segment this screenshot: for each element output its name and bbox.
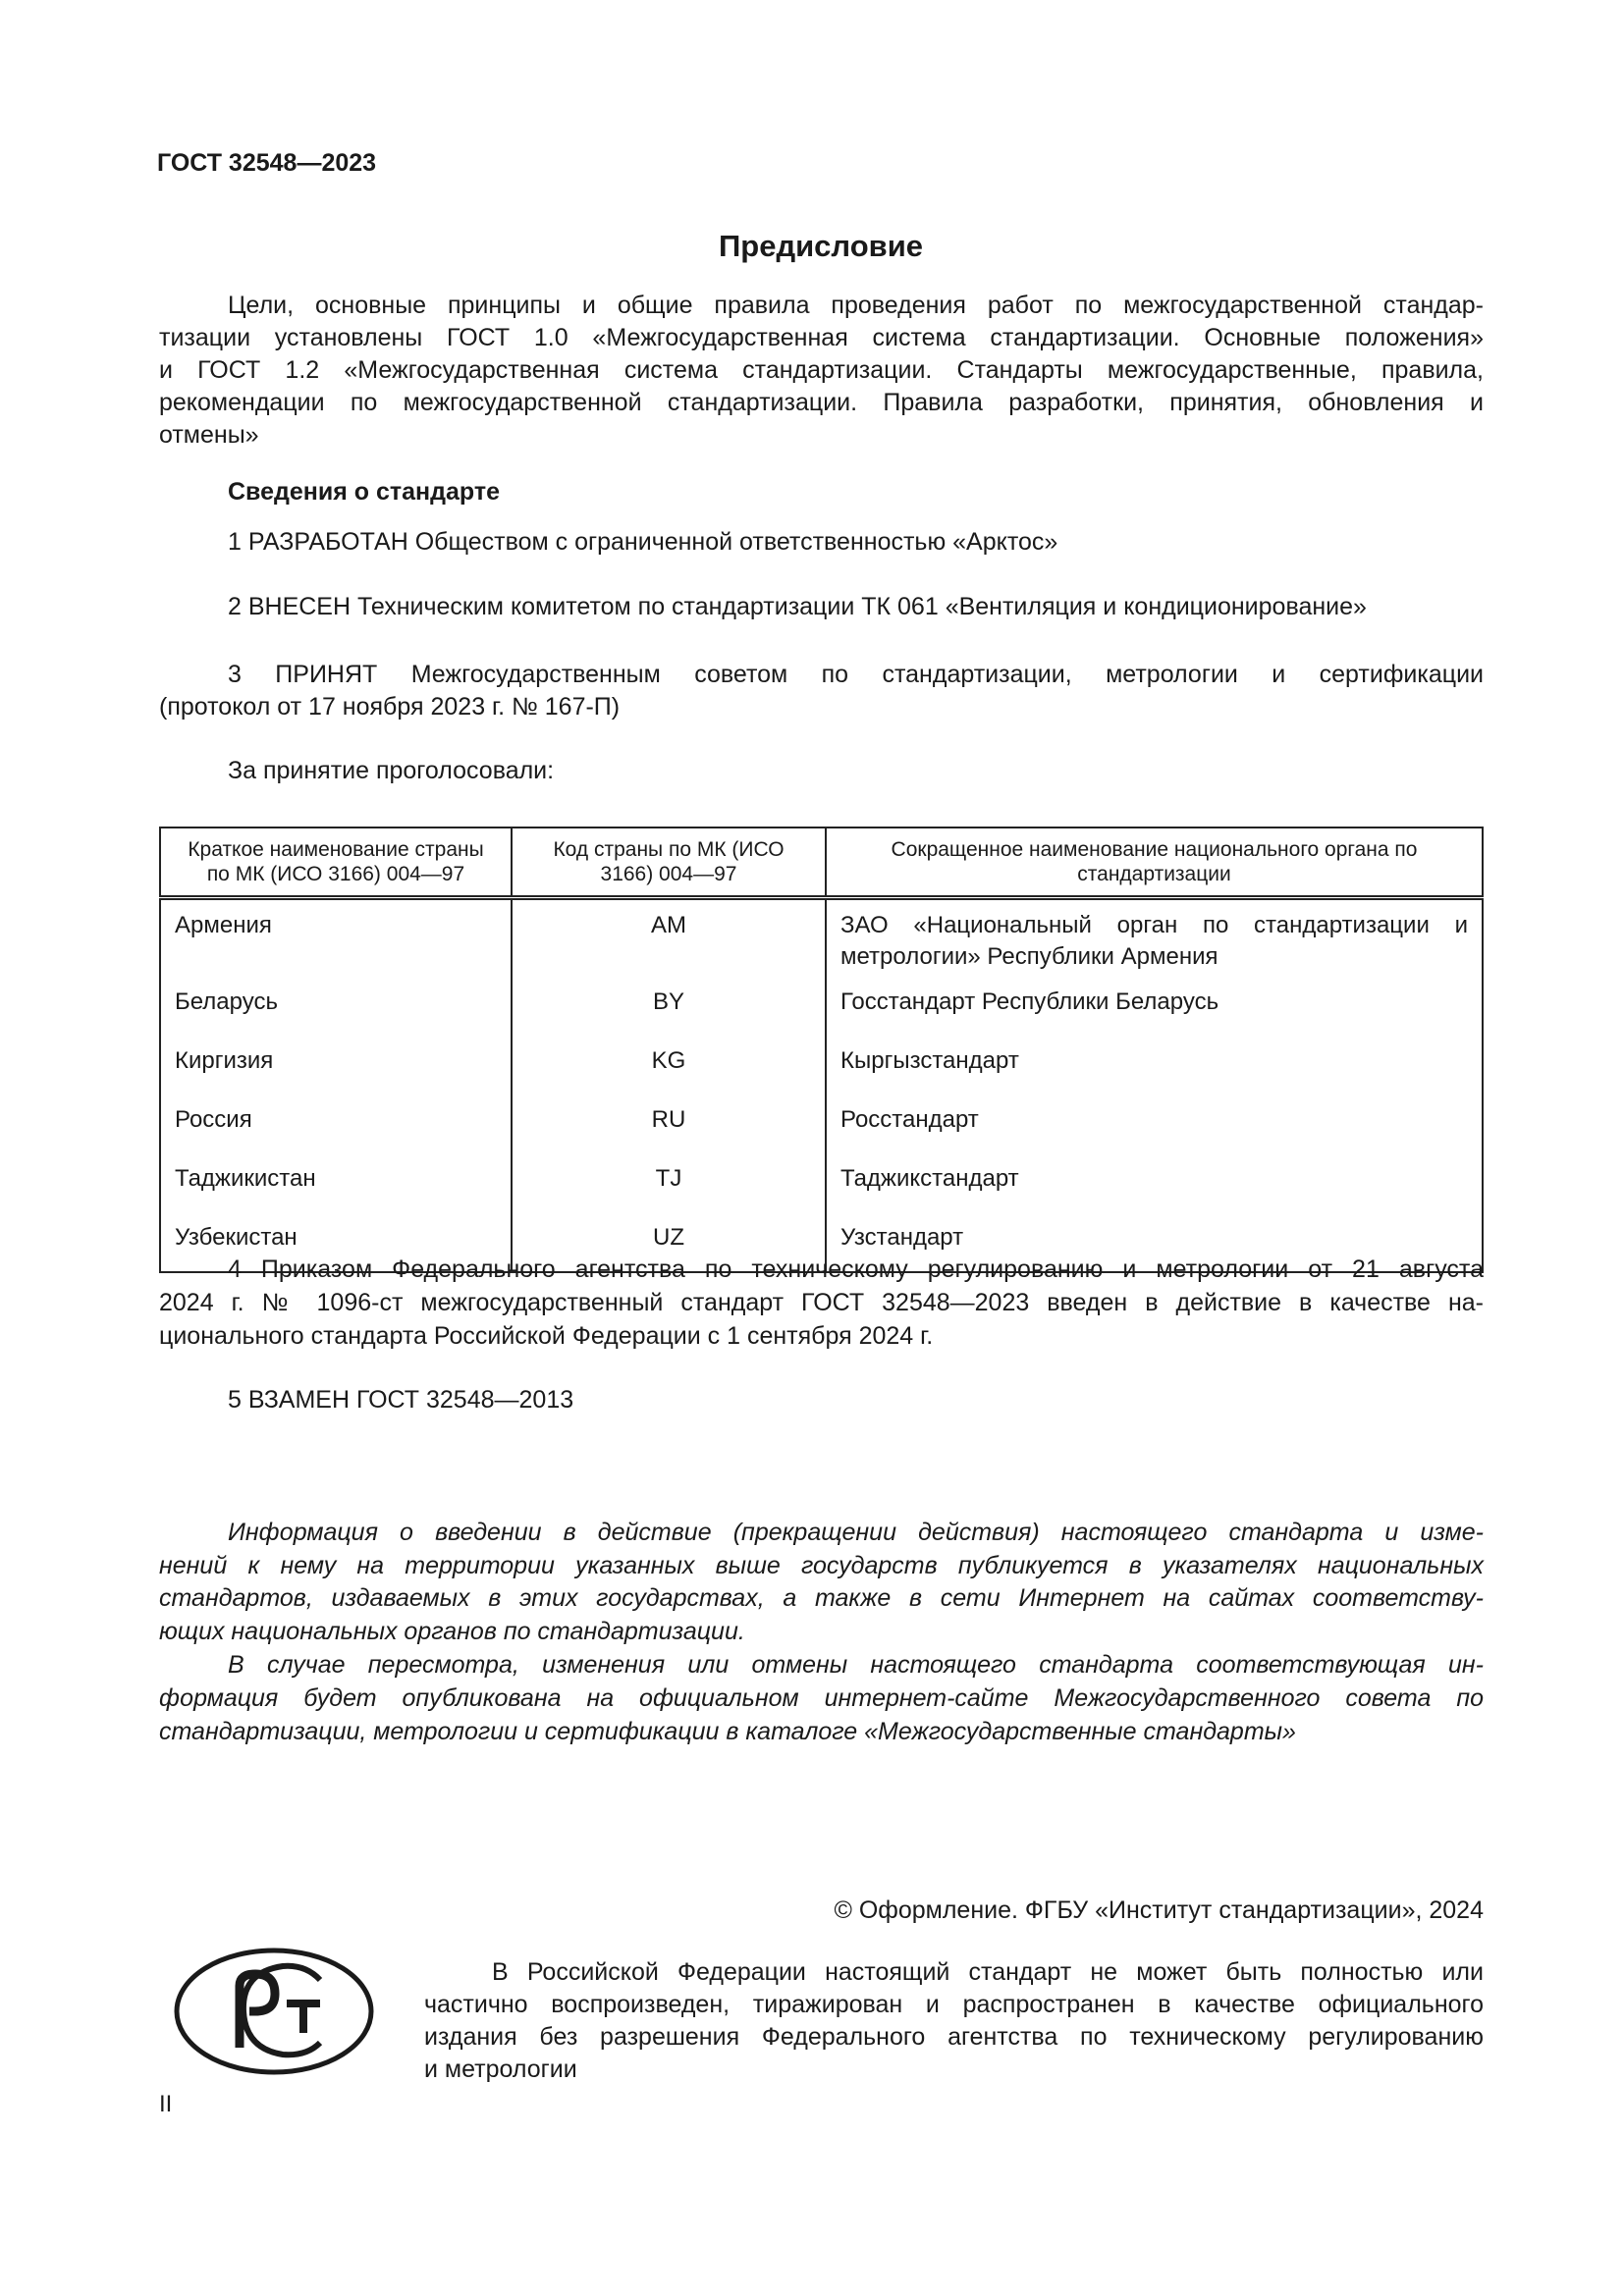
section-heading: Сведения о стандарте	[228, 478, 501, 506]
code-cell: TJ	[512, 1153, 826, 1212]
page-number: II	[159, 2091, 173, 2117]
country-cell: Киргизия	[160, 1036, 512, 1095]
agency-cell: Узстандарт	[826, 1212, 1483, 1272]
column-header: Краткое наименование страны по МК (ИСО 3166) 004—97	[160, 828, 512, 898]
item-1: 1 РАЗРАБОТАН Обществом с ограниченной ответственностью «Арктос»	[228, 528, 1058, 556]
country-cell: Узбекистан	[160, 1212, 512, 1272]
item-5: 5 ВЗАМЕН ГОСТ 32548—2013	[228, 1386, 574, 1414]
code-cell: UZ	[512, 1212, 826, 1272]
text-line: и метрологии	[424, 2056, 577, 2083]
text-line: ющих национальных органов по стандартизации.	[159, 1618, 745, 1645]
code-cell: KG	[512, 1036, 826, 1095]
agency-cell: Кыргызстандарт	[826, 1036, 1483, 1095]
text-line: издания без разрешения Федерального агентства по техническому регулированию	[424, 2023, 1484, 2051]
code-cell: BY	[512, 977, 826, 1036]
text-line: формация будет опубликована на официальном интернет-сайте Межгосударственного совета по	[159, 1684, 1484, 1712]
text-line: В случае пересмотра, изменения или отмены настоящего стандарта соответствующая ин-	[228, 1651, 1484, 1679]
agency-cell: Росстандарт	[826, 1095, 1483, 1153]
item-3-line: 3 ПРИНЯТ Межгосударственным советом по стандартизации, метрологии и сертификации	[228, 661, 1484, 688]
text-line: частично воспроизведен, тиражирован и распространен в качестве официального	[424, 1991, 1484, 2018]
text-line: Цели, основные принципы и общие правила проведения работ по межгосударственной стандар-	[228, 292, 1484, 319]
item-4-line: 4 Приказом Федерального агентства по техническому регулированию и метрологии от 21 августа	[228, 1255, 1484, 1283]
table-row	[160, 898, 1483, 977]
table-row	[160, 977, 1483, 1036]
document-id: ГОСТ 32548—2023	[157, 149, 377, 177]
table-row	[160, 1036, 1483, 1095]
voting-table	[159, 827, 1484, 1273]
text-line: отмены»	[159, 421, 259, 449]
text-line: и ГОСТ 1.2 «Межгосударственная система стандартизации. Стандарты межгосударственные, правила,	[159, 356, 1484, 384]
text-line: рекомендации по межгосударственной стандартизации. Правила разработки, принятия, обновления и	[159, 389, 1484, 416]
voted-label: За принятие проголосовали:	[228, 757, 555, 784]
country-cell: Армения	[160, 898, 512, 977]
text-line: В Российской Федерации настоящий стандарт не может быть полностью или	[492, 1958, 1484, 1986]
page-title: Предисловие	[718, 229, 923, 263]
text-line: тизации установлены ГОСТ 1.0 «Межгосударственная система стандартизации. Основные положения»	[159, 324, 1484, 351]
agency-cell: Таджикстандарт	[826, 1153, 1483, 1212]
table-header-row	[160, 828, 1483, 898]
item-2: 2 ВНЕСЕН Техническим комитетом по стандартизации ТК 061 «Вентиляция и кондиционирование»	[228, 593, 1367, 620]
country-cell: Беларусь	[160, 977, 512, 1036]
agency-cell: ЗАО «Национальный орган по стандартизации и метрологии» Республики Армения	[826, 898, 1483, 977]
table-row	[160, 1153, 1483, 1212]
text-line: нений к нему на территории указанных выше государств публикуется в указателях национальных	[159, 1552, 1484, 1579]
item-3-line: (протокол от 17 ноября 2023 г. № 167-П)	[159, 693, 621, 721]
copyright: © Оформление. ФГБУ «Институт стандартизации», 2024	[834, 1896, 1484, 1924]
column-header: Сокращенное наименование национального органа по стандартизации	[826, 828, 1483, 898]
text-line: стандартизации, метрологии и сертификации в каталоге «Межгосударственные стандарты»	[159, 1718, 1296, 1745]
item-4-line: ционального стандарта Российской Федерации с 1 сентября 2024 г.	[159, 1322, 934, 1350]
text-line: Информация о введении в действие (прекращении действия) настоящего стандарта и изме-	[228, 1519, 1484, 1546]
country-cell: Россия	[160, 1095, 512, 1153]
code-cell: RU	[512, 1095, 826, 1153]
rst-logo-icon	[173, 1947, 375, 2076]
code-cell: AM	[512, 898, 826, 977]
agency-cell: Госстандарт Республики Беларусь	[826, 977, 1483, 1036]
text-line: стандартов, издаваемых в этих государствах, а также в сети Интернет на сайтах соответству-	[159, 1584, 1484, 1612]
table-row	[160, 1095, 1483, 1153]
country-cell: Таджикистан	[160, 1153, 512, 1212]
item-4-line: 2024 г. № 1096-ст межгосударственный стандарт ГОСТ 32548—2023 введен в действие в качестве на-	[159, 1289, 1484, 1316]
column-header: Код страны по МК (ИСО 3166) 004—97	[512, 828, 826, 898]
